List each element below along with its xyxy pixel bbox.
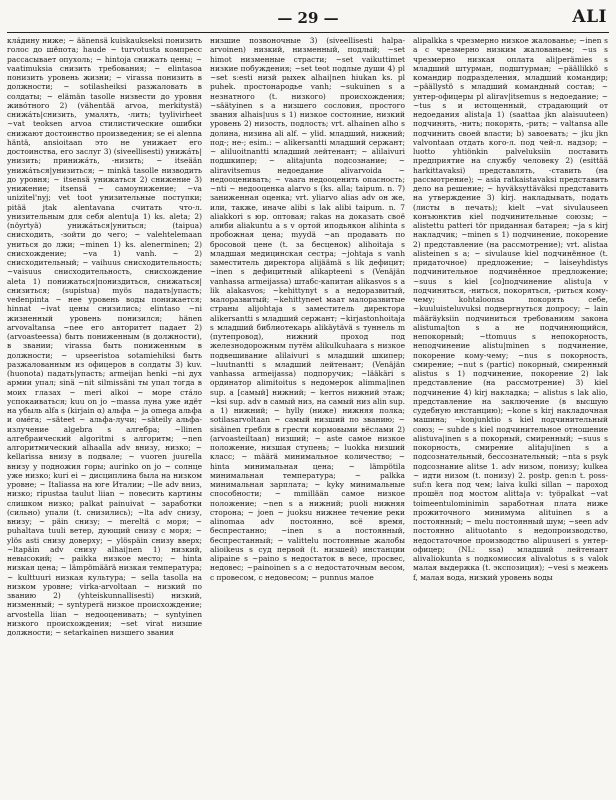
column-1-text: клáдину ниже; ~ äänensä kuiskaukseksi понизить голос до шёпота; haude ~ turvotusta компресс рассасывает опухоль; ~ hintoja снижать цены; ~ vaatimuksia снизить требования; ~ elintasoa понизить уровень жизни; ~ virassa понизить в должности; ~ sotilasheiksi разжаловать в солдаты; ~ elämän tasolle низвести до уровня живóтного 2) (vähentää arvoa, merkitystä) снижáть|снизить, умалять, -лить; tyylivirheet ~vat teoksen arvoa стилистические ошибки снижают достоинство произведения; se ei alenna häntä, ansioitaan это не унижает его достоинства, его заслуг 3) (siveellisesti) унижáть|унизить; принижáть, -низить; ~ itseään унижáться|унизиться; ~ minkä tasolle низводить до уровня; ~ itsensä унижаться 2) снижение 3) унижение; itsensä ~ самоунижение; ~va unizitel'nyj; vet toot унизительные поступки; pitää jtak alentavana считать что-л. унизительным для себя alentu|a 1) ks. aleta; 2) (nöyrtyä) унижáться|униться; (taipua) снисходить, -зойти до чего; ~ valehtelemaan униться до лжи; ~minen 1) ks. alenerminen; 2) снисхождение; ~va 1) vanh. ~ 2) снисходительный; ~ vaihuus снисходительность; ~vaisuus снисходительность, снисхождение aleta 1) понижаться|пониздиться, снижаться|снизиться; (supistua) myös падать|упасть; vedenpinta ~ нее уровень воды понижается; hinnat ~ivat цены снизились; elintaso ~ni жизненный уровень понизился; hänen arvovaltansa ~nee его авторитет падает 2) (arvoasteessa) быть пониженным (в должности), в звании; virassa быть пониженным в должности; ~ upseeristoa sotamiehiksi быть разжалованным из офицеров в солдаты 3) kuv. (huonota) падать|упасть; armeijan henki ~ni дух армии упал; sinä ~nit silmissäni ты упал тогда в моих глазах ~ meri alkoi ~ море стáло успокаиваться; kuu on jo ~massa луна уже идёт на убыль alfa s (kirjain α) альфа ~ ja omega альфа и омéга; ~säteet ~ альфа-лучи; ~säteily альфа-излучение algebra s алгебра; ~llinen алгебраический algoritmi s алгоритм; ~nen алгоритмический alhaalla adv внизу, низко; ~ kellarissa внизу в подвале; ~ vuoren juurella внизу у подножия горы; aurinko on jo ~ солнце уже низко; kuri ei ~ дисциплина была на низком уровне; ~ Italiassa на юге Италии; ~lle adv вниз, низко; ripustaa taulut liian ~ повесить картины слишком низко; palkat painuivat ~ заработки (сильно) упали (t. снизились); ~lta adv снизу, внизу; ~ päin снизу; ~ mereltä с моря; ~ puhaltava tuuli ветер, дующий снизу с моря; ~ ylös asti снизу доверху; ~ ylöspäin снизу вверх; ~ltapäin adv снизу alhai|nen 1) низкий, невысокий; ~ paikka низкое место; ~ hinta низкая цена; ~ lämpömäärä низкая температура; ~ kulttuuri низкая культура; ~ sella tasolla на низком уровне; virka-arvoltaan ~ низкий по званию 2) (yhteiskunnallisesti) низкий, низменный; ~ syntyperä низкое происхождение; arvostella liian ~ недооценивать; ~ syntyinen низкого происхождения; ~set virat низшие должности; ~ setarkainen низшего звания xyxy=(7,36,202,637)
column-3-text: alipalkka s чрезмерно низкое жалованье; ~inen s a с чрезмерно низким жалованьем; ~us s чрезмерно низкая оплата ali|perämies s младший штурман, подштурман; ~päällikkö s командир подразделения, младший командир; ~päällystö s младший командный состав; ~ унтер-офицеры pl alirav|itsemus s недоедание; ~ ~tus s и истощенный, страдающий от недоедания alista|a 1) (saattaa jkn alaisuuteen) подчинять, -нить; покорять, -рить; ~ valtansa alle подчинить своей власти; b) завоевать; ~ jku jkn valvontaan отдать кого-л. под чей-л. надзор; ~ luotto yhtiönkin palveluksiin поставить предприятие на службу человеку 2) (esittää harkittavaksi) представлять, -ставить (на рассмотрение); ~ asia ratkaistavaksi представить дело на решение; ~ hyväksyttäväksi представить на утверждение 3) kirj. накладывать, подать (листы в печать); kielt ~vat sivulauseen конъюнктив кiel подчинительные союзы; ~ alistettu patteri tör пpидaннaя батарея; ~ja s kirj накладчик; ~minen s 1) подчинение, покорение 2) представление (на рассмотрение); vrt. alistaa alisteinen s a; ~ sivulause kiel подчинённое (t. придаточное) предложение; ~ laiseyhdistys подчинительное подчинённое предложение; ~suus s kiel [со]подчинение alistu|a v подчиняться, -ниться, покоряться, -риться кому-чему; kohtaloonsa покорять себе, ~kuuluisteluvuksi подвергнуться допросу; ~ lain määräyksiin подчиниться требованиям закона alistuma|ton s a не подчиняющийся, непокорный; ~ttomuus s непокорность, неподчинение alistu|minen s подчинение, покорение кому-чему; ~nus s покорность, смирение; ~nut s (partic) покорный, смиренный alistus s 1) подчинение, покорение 2) lak представление (на рассмотрение) 3) kiel подчинение 4) kirj накладка; ~ alistus s lak alio, представление на заключение (в высшую судебную инстанцию); ~kone s kirj накладочная машина; ~konjunktio s kiel подчинительный союз; ~ suhde s kiel подчинительное отношение alistuva|inen s a покорный, смиренный; ~suus s покорность, смирение alitaju|inen s a подсознательный, бессознательный; ~nta s psyk подсознание alitse 1. adv низом, понизу; kulkea ~ идти низом (t. понизу) 2. postp. gen:n t. poss-suf:n kera под чем; laiva kulki sillan ~ пароход прошёл под мостом alitta|a v: työpalkat ~vat toimeentulominimin заработная плата ниже прожиточного минимума alituinen s a постоянный; ~ melu постоянный шум; ~seen adv постоянно alituotanto s недопроизводство, недостаточное производство alipuuseri s унтер-офицер; (NL: ssa) младший лейтенант alivaliokunta s подкомиссия alivalotus s s valok малая выдержка (t. экспозиция); ~vesi s межень f, малая вода, низкий уровень воды xyxy=(413,36,608,582)
column-1 xyxy=(7,36,202,637)
page-number: — 29 — xyxy=(277,9,339,27)
page-header xyxy=(7,6,609,33)
column-2 xyxy=(210,36,405,637)
header-guide-word: ALI xyxy=(572,7,607,27)
columns xyxy=(7,36,609,637)
column-2-text: низшие позвоночные 3) (siveellisesti halpa-arvoinen) низкий, низменный, подлый; ~set himot низменные страсти; ~set vaikuttimet низкие побуждения; ~set teot подлые души 4) pl ~set s:esti низй рыхек alhai|nen hiukan ks. pl puhek. простонародье vanh; ~sukuinen s a незнатного (t. низкого) происхождения; ~säätyinen s a низшего сословия, простого звания alhais|uus s 1) низкое состояние, низкий уровень 2) низость, подлость; vrt. alhainen alho s долина, низина ali alf. ~ ylid. младший, нижний; под-; не-; esim.: ~ alikersantti младший сержант; ~ aliluoitnantti младший лейтенант; ~ alilaivuri подшкипер; ~ alitajunta подсознание; ~ aliravitsemus недоедание alivarvoida ~ недооценивать; ~ vaara недооценить опасность; ~nti ~ недооценка alarvo s (ks. alla; taipum. n. 7) заниженная оценка; vrt. yliarvo alias adv он же, или, также, иначе alibi s lak alibi taipum. n. 7 aliakkori s юр. оптовая; rakas на доказать своё алиби aliakuntu a s v ортой иподьякон alihinta s пробожная цена; myydä ~an продавать по бросовой цене (t. за бесценок) alihoitaja s младшая медицинская сестра; ~johtaja s vanh заместитель директора alijäämä s lik дефицит; ~inen s дефицитный alikapteeni s (Venäjän vanhassa armeijassa) штабс-капитан alikasvos s a lik alakasvos; ~kehittynyt s a недоразвитый, малоразвитый; ~kehittyneet маат малоразвитые страны alijohtaja s заместитель директора alikersantti s младший сержант; ~kirjastonhoitaja s младший библиотекарь alikäytävä s туннель m (путепровод), нижний проход под железнодорожным путём alikulkuhaara s низкое подвешивание alilaivuri s младший шкипер; ~luutnantti s младший лейтенант; (Venäjän vanhassa armeijassa) подпоручик; ~lääkäri s ординатор alimitoitus s недомерок alimma|inen sup. a [самый] нижний; ~ kerros нижний этаж; ~ksi sup. adv в самый низ, на самый низ alin sup. a 1) нижний; ~ hylly (ниже) нижняя полка; sotilasarvoltaan ~ самый низший по званию; ~ sisäinen гребля в грести кормовыми вёслами 2) (arvoasteiltaan) низший; ~ aste самое низкое положение, низшая ступень; ~ luokka низший класс; ~ määrä минимальное количество; ~ hinta минимальная цена; ~ lämpötila минимальная температура; ~ palkka минимальная зарплата; ~ kyky минимальные способности; ~ mmillään самое низкое положение; ~nen s a нижний; puoli нижняя сторона; ~ joen ~ juoksu нижнее течение реки alinomaa adv постоянно, всё время, беспрестанно; ~inen s a постоянный, беспрестанный; ~ valittelu постоянные жалобы alioikeus s суд первой (t. низшей) инстанции alipaine s ~paino s недостаток в весе, просвес, недовес; ~painoinen s a с недостаточным весом, с провесом, с недовесом; ~ punnus малое xyxy=(210,36,405,582)
column-3 xyxy=(413,36,608,637)
